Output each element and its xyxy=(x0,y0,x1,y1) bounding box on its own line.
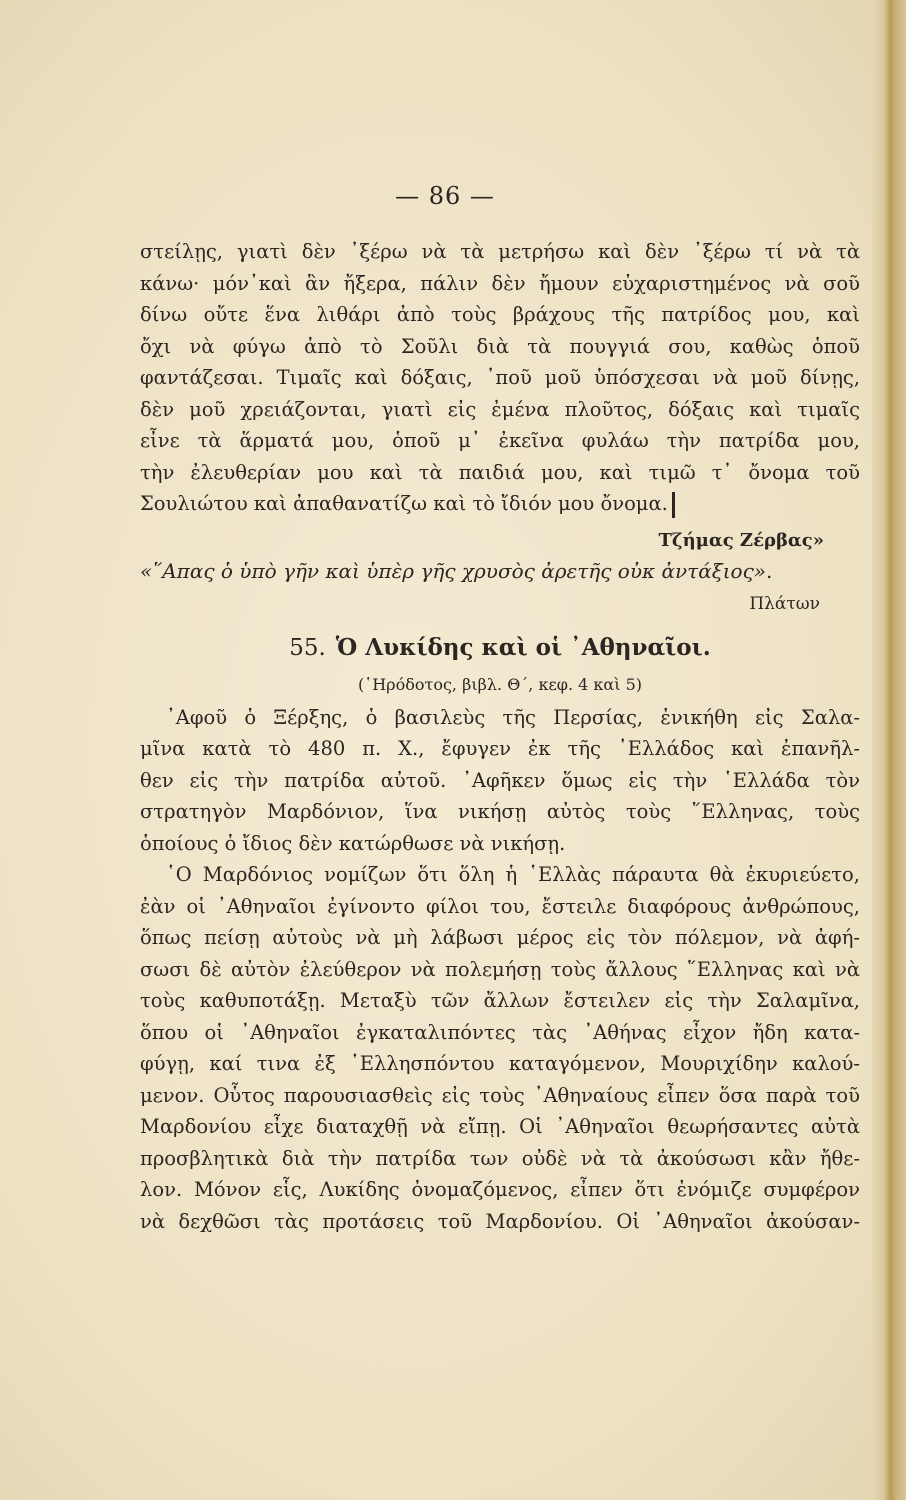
text-line: φύγῃ, καί τινα ἐξ ῾Ελλησπόντου καταγόμενον, Μουριχίδην καλού- xyxy=(140,1052,860,1075)
letter-text xyxy=(140,236,860,520)
text-cursor-mark xyxy=(672,492,675,518)
text-line: σωσι δὲ αὐτὸν ἐλεύθερον νὰ πολεμήσῃ τοὺς ἄλλους ῞Ελληνας καὶ νὰ xyxy=(140,957,860,981)
text-line: Μαρδονίου εἶχε διαταχθῇ νὰ εἴπῃ. Οἱ ᾿Αθηναῖοι θεωρήσαντες αὐτὰ xyxy=(140,1115,860,1138)
text-line: προσβλητικὰ διὰ τὴν πατρίδα των οὐδὲ νὰ τὰ ἀκούσωσι κἂν ἤθε- xyxy=(140,1146,860,1170)
text-line: τὴν ἐλευθερίαν μου καὶ τὰ παιδιά μου, καὶ τιμῶ τ᾿ ὄνομα τοῦ xyxy=(140,460,860,484)
epigraph-quote: «῞Απας ὁ ὑπὸ γῆν καὶ ὑπὲρ γῆς χρυσὸς ἀρετῆς οὐκ ἀντάξιος». xyxy=(140,558,773,583)
page-number: — 86 — xyxy=(395,182,495,210)
section-title: Ὁ Λυκίδης καὶ οἱ ᾿Αθηναῖοι. xyxy=(335,633,711,661)
text-line: θεν εἰς τὴν πατρίδα αὐτοῦ. ᾿Αφῆκεν ὅμως εἰς τὴν ῾Ελλάδα τὸν xyxy=(140,768,860,792)
text-line: ὄχι νὰ φύγω ἀπὸ τὸ Σοῦλι διὰ τὰ πουγγιά σου, καθὼς ὁποῦ xyxy=(140,334,860,358)
text-line: φαντάζεσαι. Τιμαῖς καὶ δόξαις, ᾿ποῦ μοῦ ὑπόσχεσαι νὰ μοῦ δίνῃς, xyxy=(140,366,860,389)
text-line: στρατηγὸν Μαρδόνιον, ἵνα νικήσῃ αὐτὸς τοὺς ῞Ελληνας, τοὺς xyxy=(140,800,860,823)
text-line: ᾿Αφοῦ ὁ Ξέρξης, ὁ βασιλεὺς τῆς Περσίας, ἐνικήθη εἰς Σαλα- xyxy=(166,705,860,729)
paragraph-1 xyxy=(140,702,860,860)
section-source: (῾Ηρόδοτος, βιβλ. Θ΄, κεφ. 4 καὶ 5) xyxy=(357,674,642,694)
text-line: κάνω· μόν᾿καὶ ἂν ἤξερα, πάλιν δὲν ἤμουν εὐχαριστημένος νὰ σοῦ xyxy=(140,271,860,295)
section-heading xyxy=(140,628,860,668)
text-line-content: Σουλιώτου καὶ ἀπαθανατίζω καὶ τὸ ἴδιόν μου ὄνομα. xyxy=(140,492,668,515)
text-line: ὅπου οἱ ᾿Αθηναῖοι ἐγκαταλιπόντες τὰς ᾿Αθήνας εἶχον ἤδη κατα- xyxy=(140,1020,860,1044)
text-line: ὅπως πείσῃ αὐτοὺς νὰ μὴ λάβωσι μέρος εἰς τὸν πόλεμον, νὰ ἀφή- xyxy=(140,926,860,949)
letter-signature: Τζήμας Ζέρβας» xyxy=(658,529,824,551)
text-line: δίνω οὔτε ἕνα λιθάρι ἀπὸ τοὺς βράχους τῆς πατρίδος μου, καὶ xyxy=(140,303,860,326)
text-line: δὲν μοῦ χρειάζονται, γιατὶ εἰς ἐμένα πλοῦτος, δόξαις καὶ τιμαῖς xyxy=(140,397,860,421)
text-line: τοὺς καθυποτάξῃ. Μεταξὺ τῶν ἄλλων ἔστειλεν εἰς τὴν Σαλαμῖνα, xyxy=(140,989,860,1012)
text-line: εἶνε τὰ ἅρματά μου, ὁποῦ μ᾿ ἐκεῖνα φυλάω τὴν πατρίδα μου, xyxy=(140,429,860,452)
section-number: 55. xyxy=(289,634,326,661)
text-line: στείλῃς, γιατὶ δὲν ᾿ξέρω νὰ τὰ μετρήσω καὶ δὲν ᾿ξέρω τί νὰ τὰ xyxy=(140,240,860,263)
page-binding-edge xyxy=(872,0,906,1500)
text-line: νὰ δεχθῶσι τὰς προτάσεις τοῦ Μαρδονίου. Οἱ ᾿Αθηναῖοι ἀκούσαν- xyxy=(140,1209,860,1233)
text-line: ῾Ο Μαρδόνιος νομίζων ὅτι ὅλη ἡ ῾Ελλὰς πάραυτα θὰ ἐκυριεύετο, xyxy=(166,863,860,886)
text-line: μῖνα κατὰ τὸ 480 π. Χ., ἔφυγεν ἐκ τῆς ῾Ελλάδος καὶ ἐπανῆλ- xyxy=(140,737,860,760)
text-block xyxy=(140,236,860,1237)
text-line: μενον. Οὗτος παρουσιασθεὶς εἰς τοὺς ᾿Αθηναίους εἶπεν ὅσα παρὰ τοῦ xyxy=(140,1083,860,1107)
text-line: ἐὰν οἱ ᾿Αθηναῖοι ἐγίνοντο φίλοι του, ἔστειλε διαφόρους ἀνθρώπους, xyxy=(140,894,860,918)
paragraph-2 xyxy=(140,859,860,1237)
text-line: λον. Μόνον εἷς, Λυκίδης ὀνομαζόμενος, εἶπεν ὅτι ἐνόμιζε συμφέρον xyxy=(140,1178,860,1201)
text-line-last xyxy=(140,488,860,520)
text-line: ὁποίους ὁ ἴδιος δὲν κατώρθωσε νὰ νικήσῃ. xyxy=(140,831,566,855)
quote-attribution: Πλάτων xyxy=(749,593,820,614)
